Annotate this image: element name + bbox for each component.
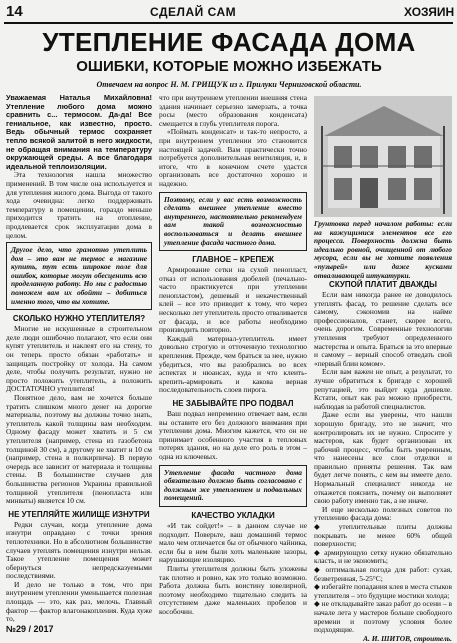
article-subtitle: ОШИБКИ, КОТОРЫЕ МОЖНО ИЗБЕЖАТЬ [76, 58, 382, 75]
callout-box: Другое дело, что грамотно утеплить дом – это вам не термос в магазине купить, тут есть широкое поле для ошибок, которые могут обесценить всю проделанную работу. Но мы с радостью поможем вам их обойти – добиться именно того, что вы хотите. [6, 242, 152, 310]
magazine-name: ХОЗЯИН [404, 5, 455, 19]
column-2 [159, 94, 307, 616]
photo-caption: Грунтовка перед началом работы: если на кажущимися элементов все его процесса. Поверхность должна быть идеально ровной, очищенной от любого мусора, если вы не хотите появления «пузырей» или даже кусками отваливающей штукатурки. [314, 219, 452, 280]
section-heading: СКОЛЬКО НУЖНО УТЕПЛИТЕЛЯ? [12, 314, 146, 324]
issue-number: №29 / 2017 [6, 624, 54, 634]
paragraph: «И так сойдет!» – в данном случае не подходит. Поверьте, ваш домашний термос мало чем отличается бы от обычного чайника, если бы в нем были хоть маленькие зазоры, нарушающие изоляцию. [159, 520, 307, 565]
section-heading: НЕ ЗАБЫВАЙТЕ ПРО ПОДВАЛ [172, 399, 294, 408]
page-number: 14 [6, 3, 23, 20]
section-heading: КАЧЕСТВО УКЛАДКИ [191, 510, 275, 520]
paragraph: «Поймать конденсат» и так-то непросто, а при внутреннем утеплении это становится настоящей задачей. Вам практически точно потребуется дополнительная вентиляция, и, в итоге, что в конечном счете удастся организовать все достаточно хорошо и надежно. [159, 127, 307, 188]
paragraph: Многие не искушенные в строительном деле люди ошибочно полагают, что если они купят утеплитель и наклеят его на стену, то он теперь просто обязан «работать» и защищать постройку от холода. На самом деле, чтобы получить результат, нужно не просто положить утеплитель, а положить ДОСТАТОЧНО утеплителя! [6, 324, 152, 394]
paragraph: Эта технология нашла множество применений. В том числе она используется и для утепления жилого дома. Выгода от такого хода очевидна: легко поддерживать температуру в помещении, гораздо меньше приходится тратить на отопление, продлевается срок эксплуатации дома в целом. [6, 170, 152, 240]
building-illustration [314, 96, 452, 217]
paragraph: И дело не только в том, что при внутреннем утеплении уменьшается полезная площадь — это, как раз, мелочь. Главный фактор — фактор влагонакопления. Куда хуже то, [6, 579, 152, 624]
section-heading: НЕ УТЕПЛЯЙТЕ ЖИЛИЩЕ ИЗНУТРИ [8, 509, 150, 519]
column-1 [6, 94, 152, 624]
paragraph: Каждый материал-утеплитель имеет довольно строгую и отточенную технологию крепления. Прежде, чем браться за нее, нужно убедиться, что вы разобрались во всех аспектах и нюансах, куда и что клеить-крепить-армировать и какова верная последовательность слоев пирога. [159, 333, 307, 395]
section-heading: СКУПОЙ ПЛАТИТ ДВАЖДЫ [329, 280, 437, 289]
author-signature: А. И. ШИТОВ, строитель. [363, 633, 452, 643]
paragraph: Ваш подвал непременно отвечает вам, если вы оставите его без должного внимания при утеплении дома. Многим кажется, что он не принимает особенного участия в тепловых потерях здания, но на деле его роль в этом – одна из ключевых. [159, 409, 307, 461]
callout-box: Поэтому, если у вас есть возможность сделать внешнее утепление вместо внутреннего, настоятельно рекомендуем вам такой возможностью воспользоваться и делать внешнее утепление фасада частного дома. [159, 192, 307, 252]
paragraph: Редки случаи, когда утепление дома изнутри оправдано с точки зрения теплотехники. Но в абсолютном большинстве случаев утеплять помещения изнутри нельзя. Такое утепление помещения может обернуться непредсказуемыми последствиями. [6, 519, 152, 581]
paragraph: Понятное дело, вам не хочется больше тратить слишком много денег на дорогие материалы, поэтому вы должны точно знать, утеплитель какой толщины вам необходим. Одному фасаду может хватить и 5 см утеплителя (например, стена из газобетона толщиной 30 см), а другому не хватит и 10 см (например, стена в полкирпича). В первую очередь все зависит от материала и толщины стены. В большинстве случаев для большинства регионов Украины правильной толщиной утеплителя (пенопласта или минваты) является 10 см. [6, 393, 152, 506]
answer-line: Отвечаем на вопрос Н. М. ГРИЩУК из г. Прилуки Черниговской области. [96, 80, 362, 89]
bullet-item: ◆ избегайте попадания клея в места стыков утеплителя – это будущие мостики холода; [314, 582, 452, 600]
bullet-item: ◆ не откладывайте заказ работ до осени – в начале лета у мастеров больше свободного времени и поэтому условия более подходящие. [314, 599, 452, 635]
paragraph: Если вам никогда ранее не доводилось утеплять фасад, то решение сделать все самому, сэкономив на найме профессионалов, станет, скорее всего, очень дорогим. Современные технологии утепления требуют определенного мастерства и опыта. Браться за это впервые и самому – верный способ отведать свой «первый блин комом». [314, 290, 452, 368]
paragraph: Даже если вы уверены, что нашли хорошую бригаду, это не значит, что контролировать их не нужно. Спросите у мастеров, как будет организован их рабочий процесс, чтобы быть уверенным, что нанесены все слои отделки и правильно приняты решения. Так вам будет легче понять, с кем вы имеете дело. Нормальный специалист никогда не откажется пояснить, почему он выполняет свою работу именно так, а не иначе. [314, 410, 452, 506]
bullet-item: ◆ оптимальная погода для работ: сухая, безветренная, 5-25°С; [314, 565, 452, 583]
lead-paragraph: Уважаемая Наталья Михайловна! Утепление любого дома можно сравнить с... термосом. Да-да! Все гениальное, как известно, просто. Ведь обычный термос сохраняет тепло всякой залитой в него жидкости, не обращая внимания на температуру окружающей среды. А все благодаря идеальной теплоизоляции. [6, 93, 152, 171]
bullet-item: ◆ армирующую сетку нужно обязательно класть, и не экономить; [314, 547, 452, 566]
paragraph: Если вам важен не опыт, а результат, то лучше обратиться к бригаде с хорошей репутацией, это выйдет куда дешевле. Кстати, опыт как раз можно приобрести, наблюдая за работой специалистов. [314, 367, 452, 411]
header-rule [4, 22, 453, 24]
paragraph: И еще несколько полезных советов по утеплению фасада дома: [314, 504, 452, 523]
column-3 [314, 280, 452, 643]
building-photo [314, 96, 452, 217]
callout-box: Утепление фасада частного дома обязательно должно быть согласовано с должным же утеплением и подвальных помещений. [159, 465, 307, 507]
paragraph: Плиты утеплителя должны быть уложены так плотно и ровно, как это только возможно. Работа должна быть воистину ювелирной, поэтому необходимо тщательно следить за отсутствием даже маленьких пробелов и кособочин. [159, 563, 307, 616]
article-title: УТЕПЛЕНИЕ ФАСАДА ДОМА [42, 27, 416, 57]
bullet-item: ◆ утеплительные плиты должны покрывать не менее 60% общей поверхности; [314, 522, 452, 549]
section-heading: ГЛАВНОЕ – КРЕПЕЖ [192, 255, 274, 265]
paragraph: что при внутреннем утеплении внешняя стена здания начинает серьезно замерзать, а точка росы (место образования конденсата) смещается в глубь утеплителя порога. [159, 93, 307, 128]
paragraph: Армирование сетки на сухой пенопласт, отказ от использования дюбелей (печально-часто практикуется при утеплении пенопластом), дешевый и некачественный клей – все это приводит к тому, что через несколько лет утеплитель просто отваливается от фасада, и все работы необходимо производить повторно. [159, 265, 307, 335]
section-name: СДЕЛАЙ САМ [150, 5, 237, 19]
